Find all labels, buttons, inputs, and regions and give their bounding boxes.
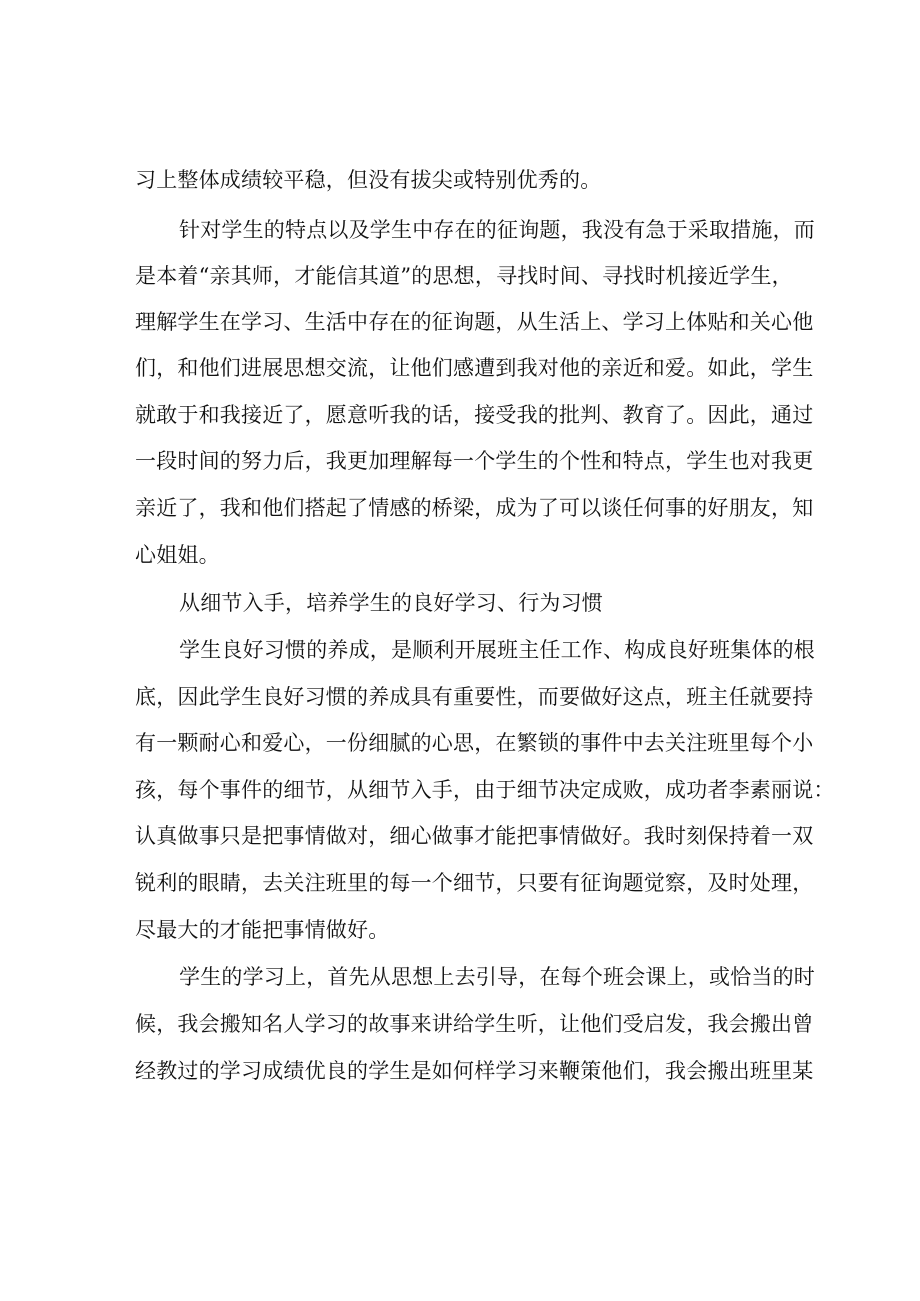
text-line: 针对学生的特点以及学生中存在的征询题，我没有急于采取措施，而 [179,218,815,242]
text-line: 学生的学习上，首先从思想上去引导，在每个班会课上，或恰当的时 [179,965,815,989]
text-line: 经教过的学习成绩优良的学生是如何样学习来鞭策他们，我会搬出班里某 [135,1059,814,1083]
text-line: 孩，每个事件的细节，从细节入手，由于细节决定成败，成功者李素丽说： [135,778,835,802]
text-line: 心姐姐。 [135,543,220,567]
text-line: 认真做事只是把事情做对，细心做事才能把事情做好。我时刻保持着一双 [135,824,814,848]
text-line: 候，我会搬知名人学习的故事来讲给学生听，让他们受启发，我会搬出曾 [135,1012,814,1036]
text-line: 亲近了，我和他们搭起了情感的桥梁，成为了可以谈任何事的好朋友，知 [135,496,814,520]
section-heading: 从细节入手，培养学生的良好学习、行为习惯 [179,591,603,615]
text-line: 底，因此学生良好习惯的养成具有重要性，而要做好这点，班主任就要持 [135,685,814,709]
text-line: 习上整体成绩较平稳，但没有拔尖或特别优秀的。 [135,168,602,192]
text-line: 有一颗耐心和爱心，一份细腻的心思，在繁锁的事件中去关注班里每个小 [135,731,814,755]
text-line: 尽最大的才能把事情做好。 [135,918,390,942]
text-line: 就敢于和我接近了，愿意听我的话，接受我的批判、教育了。因此，通过 [135,403,814,427]
text-line: 锐利的眼睛，去关注班里的每一个细节，只要有征询题觉察，及时处理， [135,871,814,895]
text-line: 一段时间的努力后，我更加理解每一个学生的个性和特点，学生也对我更 [135,449,814,473]
text-line: 学生良好习惯的养成，是顺利开展班主任工作、构成良好班集体的根 [179,638,815,662]
text-line: 是本着“亲其师，才能信其道”的思想，寻找时间、寻找时机接近学生， [135,264,793,288]
text-line: 理解学生在学习、生活中存在的征询题，从生活上、学习上体贴和关心他 [135,310,814,334]
text-line: 们，和他们进展思想交流，让他们感遭到我对他的亲近和爱。如此，学生 [135,356,814,380]
